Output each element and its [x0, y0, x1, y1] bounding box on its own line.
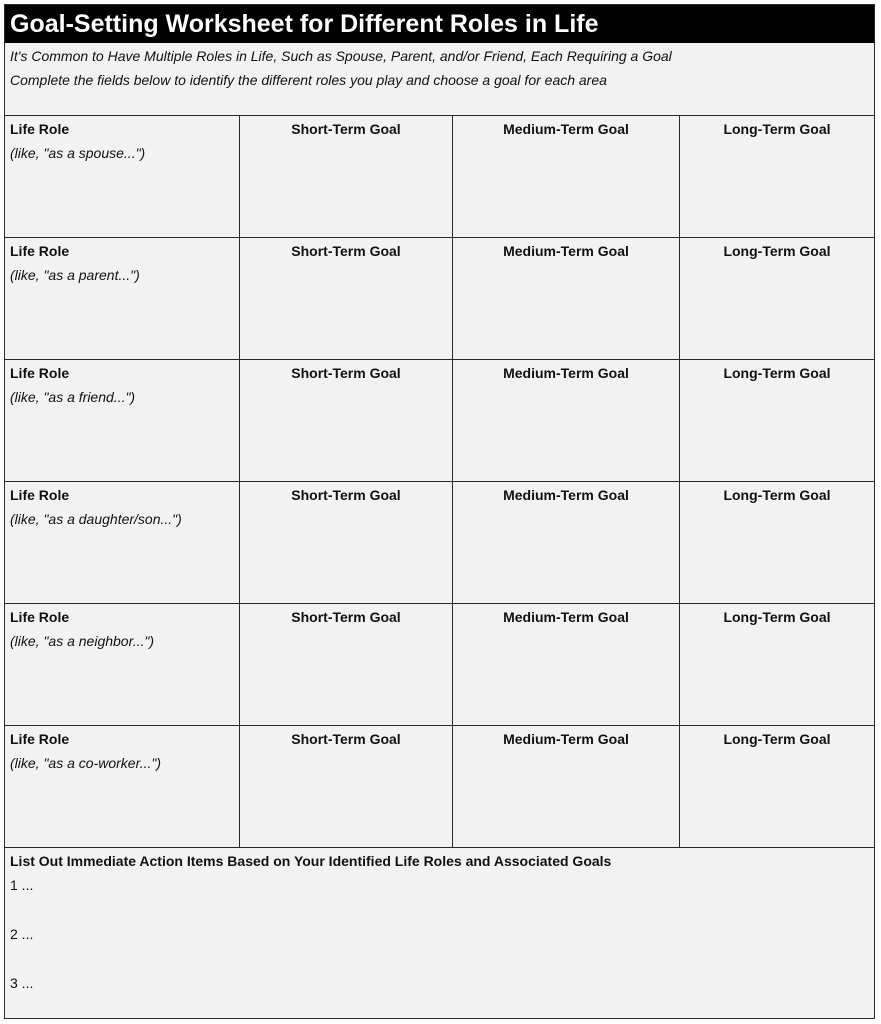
life-role-label: Life Role — [10, 609, 70, 625]
long-term-goal-field[interactable] — [680, 116, 874, 237]
intro-line-1: It's Common to Have Multiple Roles in Life, Such as Spouse, Parent, and/or Friend, Each Requiring a Goal — [10, 48, 672, 64]
short-term-goal-label: Short-Term Goal — [291, 121, 401, 137]
life-role-example: (like, "as a friend...") — [10, 389, 136, 405]
action-items-section[interactable] — [5, 848, 874, 1018]
short-term-goal-label: Short-Term Goal — [291, 243, 401, 259]
medium-term-goal-field[interactable] — [453, 604, 680, 725]
life-role-example: (like, "as a neighbor...") — [10, 633, 155, 649]
medium-term-goal-label: Medium-Term Goal — [503, 121, 629, 137]
long-term-goal-label: Long-Term Goal — [723, 243, 831, 259]
life-role-label: Life Role — [10, 121, 70, 137]
short-term-goal-field[interactable] — [240, 482, 453, 603]
short-term-goal-field[interactable] — [240, 726, 453, 847]
short-term-goal-field[interactable] — [240, 238, 453, 359]
medium-term-goal-label: Medium-Term Goal — [503, 609, 629, 625]
short-term-goal-label: Short-Term Goal — [291, 365, 401, 381]
life-role-example: (like, "as a co-worker...") — [10, 755, 162, 771]
life-role-example: (like, "as a parent...") — [10, 267, 140, 283]
life-role-field[interactable] — [5, 116, 240, 237]
life-role-field[interactable] — [5, 726, 240, 847]
long-term-goal-field[interactable] — [680, 726, 874, 847]
role-row-co-worker — [5, 726, 874, 848]
long-term-goal-label: Long-Term Goal — [723, 121, 831, 137]
long-term-goal-label: Long-Term Goal — [723, 487, 831, 503]
medium-term-goal-field[interactable] — [453, 482, 680, 603]
long-term-goal-field[interactable] — [680, 360, 874, 481]
life-role-field[interactable] — [5, 604, 240, 725]
life-role-example: (like, "as a daughter/son...") — [10, 511, 182, 527]
short-term-goal-field[interactable] — [240, 116, 453, 237]
action-item-2[interactable]: 2 ... — [10, 926, 34, 942]
short-term-goal-field[interactable] — [240, 604, 453, 725]
role-row-friend — [5, 360, 874, 482]
action-item-3[interactable]: 3 ... — [10, 975, 34, 991]
worksheet-title: Goal-Setting Worksheet for Different Roles in Life — [5, 5, 874, 43]
life-role-field[interactable] — [5, 482, 240, 603]
life-role-label: Life Role — [10, 365, 70, 381]
short-term-goal-label: Short-Term Goal — [291, 731, 401, 747]
long-term-goal-label: Long-Term Goal — [723, 731, 831, 747]
role-row-neighbor — [5, 604, 874, 726]
role-row-daughter-son — [5, 482, 874, 604]
long-term-goal-label: Long-Term Goal — [723, 609, 831, 625]
short-term-goal-label: Short-Term Goal — [291, 487, 401, 503]
life-role-label: Life Role — [10, 731, 70, 747]
medium-term-goal-field[interactable] — [453, 726, 680, 847]
long-term-goal-field[interactable] — [680, 238, 874, 359]
medium-term-goal-field[interactable] — [453, 116, 680, 237]
roles-grid — [5, 116, 874, 848]
short-term-goal-field[interactable] — [240, 360, 453, 481]
life-role-label: Life Role — [10, 487, 70, 503]
intro-section — [5, 43, 874, 116]
life-role-field[interactable] — [5, 360, 240, 481]
role-row-parent — [5, 238, 874, 360]
life-role-example: (like, "as a spouse...") — [10, 145, 146, 161]
long-term-goal-label: Long-Term Goal — [723, 365, 831, 381]
medium-term-goal-label: Medium-Term Goal — [503, 731, 629, 747]
intro-line-2: Complete the fields below to identify the different roles you play and choose a goal for each area — [10, 72, 607, 88]
life-role-label: Life Role — [10, 243, 70, 259]
action-item-1[interactable]: 1 ... — [10, 877, 34, 893]
long-term-goal-field[interactable] — [680, 604, 874, 725]
short-term-goal-label: Short-Term Goal — [291, 609, 401, 625]
medium-term-goal-field[interactable] — [453, 238, 680, 359]
life-role-field[interactable] — [5, 238, 240, 359]
long-term-goal-field[interactable] — [680, 482, 874, 603]
role-row-spouse — [5, 116, 874, 238]
worksheet — [4, 4, 875, 1019]
action-items-title: List Out Immediate Action Items Based on Your Identified Life Roles and Associated Goals — [10, 853, 612, 869]
medium-term-goal-label: Medium-Term Goal — [503, 365, 629, 381]
medium-term-goal-label: Medium-Term Goal — [503, 243, 629, 259]
medium-term-goal-label: Medium-Term Goal — [503, 487, 629, 503]
medium-term-goal-field[interactable] — [453, 360, 680, 481]
